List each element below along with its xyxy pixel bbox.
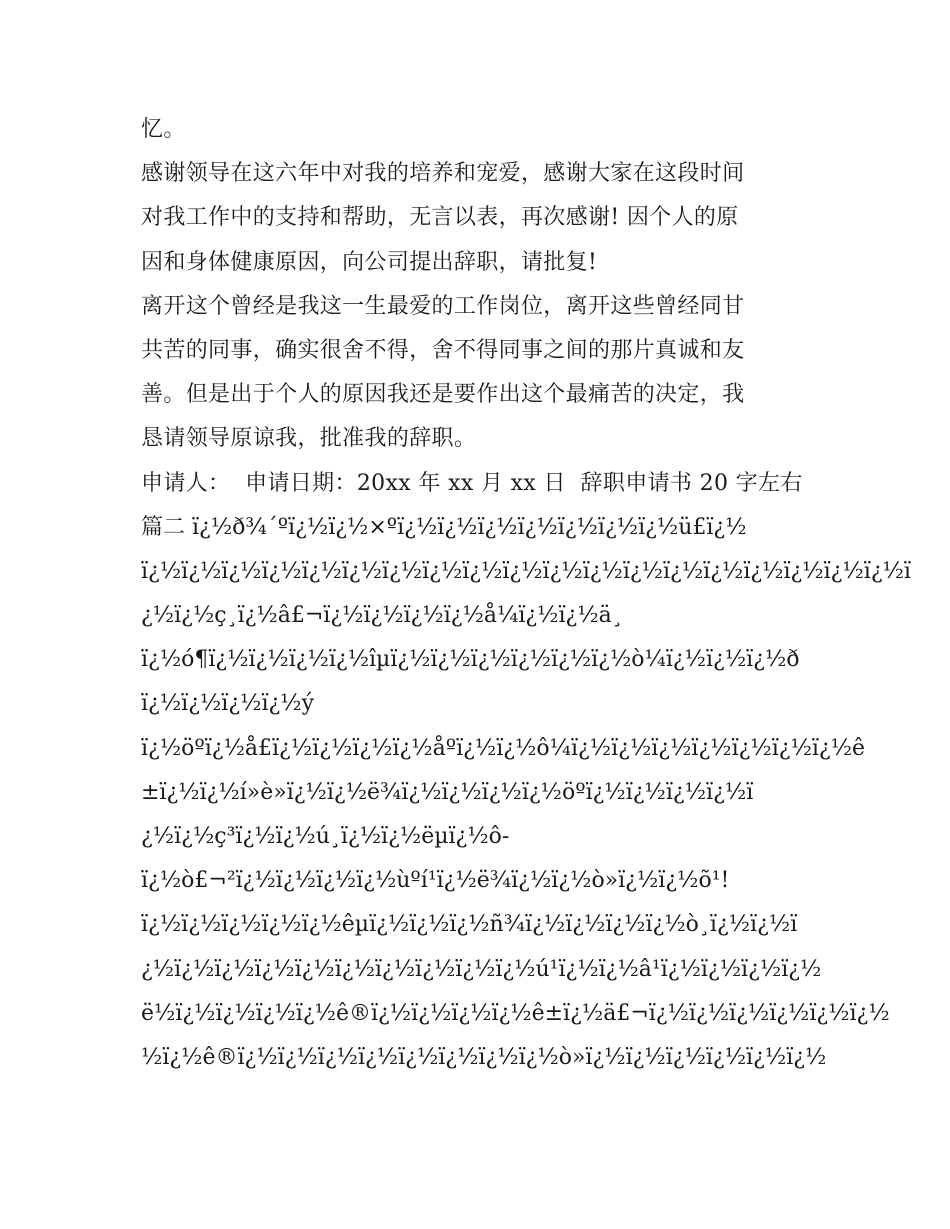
text-line: ï¿½ó¶ï¿½ï¿½ï¿½ï¿½îµï¿½ï¿½ï¿½ï¿½ï¿½ï¿½ò¼ï¿½ï¿½ï¿½ð	[141, 647, 800, 673]
text-line: ½ï¿½ê®ï¿½ï¿½ï¿½ï¿½ï¿½ï¿½ï¿½ï¿½ò»ï¿½ï¿½ï¿½ï¿½ï¿½ï¿½	[141, 1044, 827, 1070]
text-line: ï¿½ï¿½ï¿½ï¿½ý	[141, 691, 315, 717]
text-line: ¿½ï¿½ç¸ï¿½â£¬ï¿½ï¿½ï¿½ï¿½å¼ï¿½ï¿½ä¸	[141, 603, 623, 629]
text-line: 对我工作中的支持和帮助，无言以表，再次感谢! 因个人的原	[141, 205, 739, 231]
document-body	[141, 108, 911, 1080]
text-line: 因和身体健康原因，向公司提出辞职，请批复!	[141, 249, 598, 275]
text-line: 共苦的同事，确实很舍不得，舍不得同事之间的那片真诚和友	[141, 337, 745, 363]
text-line: 恳请领导原谅我，批准我的辞职。	[141, 426, 477, 452]
text-line: 忆。	[141, 117, 186, 142]
text-line: ï¿½öºï¿½å£ï¿½ï¿½ï¿½ï¿½åºï¿½ï¿½ô¼ï¿½ï¿½ï¿½ï¿½ï¿½ï¿½ï¿½ê	[141, 735, 866, 761]
text-line: ±ï¿½ï¿½í»è»ï¿½ï¿½ë¾ï¿½ï¿½ï¿½ï¿½öºï¿½ï¿½ï¿½ï¿½ï	[141, 779, 754, 805]
text-line: ï¿½ï¿½ï¿½ï¿½ï¿½êµï¿½ï¿½ï¿½ñ¾ï¿½ï¿½ï¿½ï¿½ò¸ï¿½ï¿½ï	[141, 912, 798, 938]
text-line: ï¿½ò£¬²ï¿½ï¿½ï¿½ï¿½ùºí¹ï¿½ë¾ï¿½ï¿½ò»ï¿½ï¿½õ¹!	[141, 868, 730, 894]
applicant-line: 申请人： 申请日期：20xx 年 xx 月 xx 日 辞职申请书 20 字左右	[141, 470, 803, 496]
text-line: 感谢领导在这六年中对我的培养和宠爱，感谢大家在这段时间	[141, 161, 745, 187]
text-line: ¿½ï¿½ï¿½ï¿½ï¿½ï¿½ï¿½ï¿½ï¿½ï¿½ú¹ï¿½ï¿½â¹ï¿½ï¿½ï¿½ï¿½	[141, 956, 822, 982]
text-line: ï¿½ï¿½ï¿½ï¿½ï¿½ï¿½ï¿½ï¿½ï¿½ï¿½ï¿½ï¿½ï¿½ï¿½ï¿½ï¿½ï¿½ï¿½ï¿½ï	[141, 558, 911, 584]
text-line: 篇二 ï¿½ð¾´ºï¿½ï¿½×ºï¿½ï¿½ï¿½ï¿½ï¿½ï¿½ï¿½ü£ï¿½	[141, 514, 747, 540]
text-line: 离开这个曾经是我这一生最爱的工作岗位，离开这些曾经同甘	[141, 293, 745, 319]
text-line: ë½ï¿½ï¿½ï¿½ï¿½ê®ï¿½ï¿½ï¿½ï¿½ê±ï¿½ä£¬ï¿½ï¿½ï¿½ï¿½ï¿½ï¿½	[141, 1000, 890, 1026]
text-line: 善。但是出于个人的原因我还是要作出这个最痛苦的决定，我	[141, 382, 745, 408]
text-line: ¿½ï¿½ç³ï¿½ï¿½ú¸ï¿½ï¿½ëµï¿½ô-	[141, 824, 510, 849]
